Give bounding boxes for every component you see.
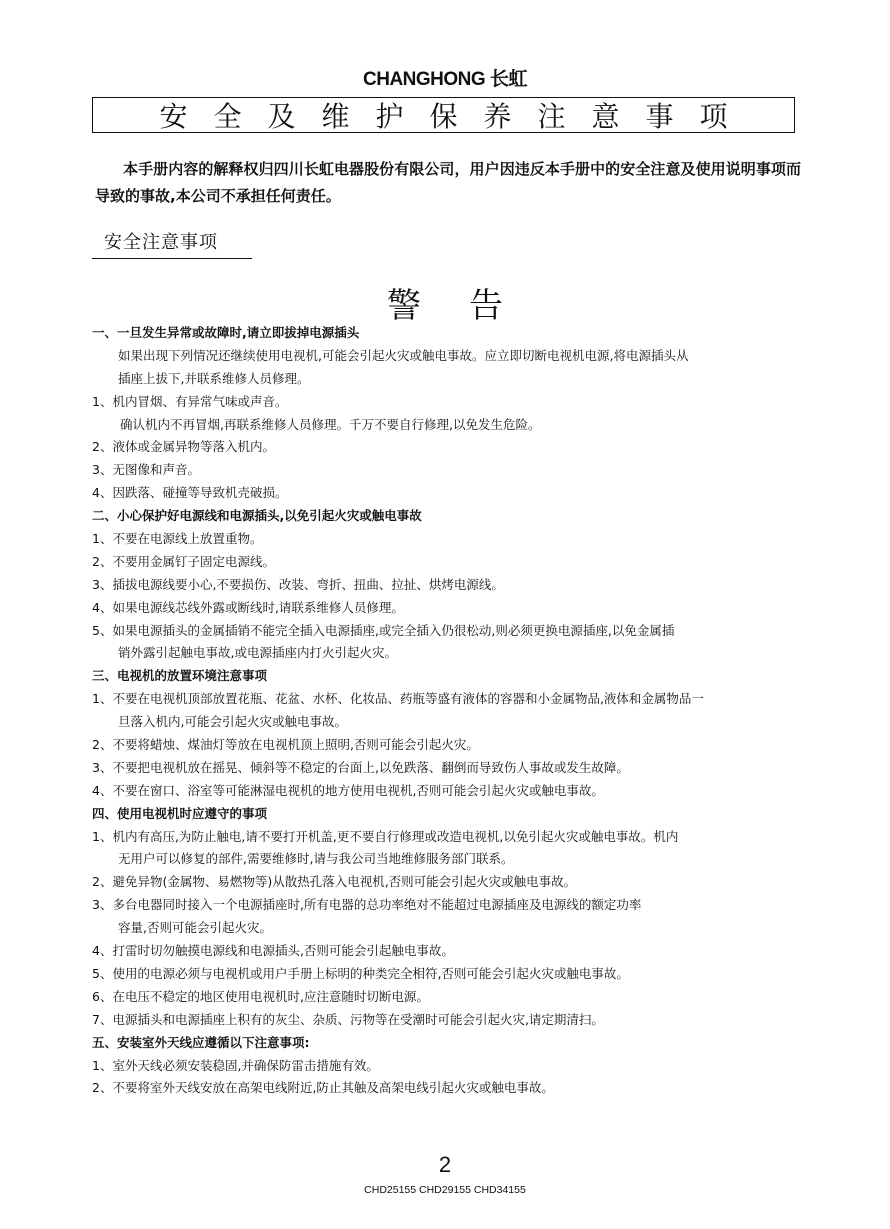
instruction-line: 7、电源插头和电源插座上积有的灰尘、杂质、污物等在受潮时可能会引起火灾,请定期清扫。	[92, 1011, 604, 1027]
instruction-line: 3、插拔电源线要小心,不要损伤、改装、弯折、扭曲、拉扯、烘烤电源线。	[92, 576, 504, 592]
instruction-line: 确认机内不再冒烟,再联系维修人员修理。千万不要自行修理,以免发生危险。	[120, 416, 541, 432]
section-header: 四、使用电视机时应遵守的事项	[92, 805, 268, 821]
disclaimer-paragraph: 本手册内容的解释权归四川长虹电器股份有限公司，用户因违反本手册中的安全注意及使用说明事项而导致的事故,本公司不承担任何责任。	[95, 160, 801, 205]
section-header: 五、安装室外天线应遵循以下注意事项:	[92, 1034, 310, 1050]
instruction-line: 容量,否则可能会引起火灾。	[118, 920, 272, 936]
instruction-line: 2、不要用金属钉子固定电源线。	[92, 553, 275, 569]
instruction-line: 1、机内冒烟、有异常气味或声音。	[92, 393, 288, 409]
instruction-line: 4、因跌落、碰撞等导致机壳破损。	[92, 485, 288, 501]
instruction-line: 2、不要将蜡烛、煤油灯等放在电视机顶上照明,否则可能会引起火灾。	[92, 737, 479, 753]
warning-title: 警告	[387, 286, 551, 326]
instruction-line: 5、使用的电源必须与电视机或用户手册上标明的种类完全相符,否则可能会引起火灾或触电事故。	[92, 965, 629, 981]
section-heading: 安全注意事项	[92, 228, 252, 259]
instruction-line: 3、无图像和声音。	[92, 462, 200, 478]
instruction-line: 3、多台电器同时接入一个电源插座时,所有电器的总功率绝对不能超过电源插座及电源线的额定功率	[92, 897, 642, 913]
instruction-line: 4、如果电源线芯线外露或断线时,请联系维修人员修理。	[92, 599, 404, 615]
section-header: 三、电视机的放置环境注意事项	[92, 668, 268, 684]
instruction-line: 1、室外天线必须安装稳固,并确保防雷击措施有效。	[92, 1057, 379, 1073]
instruction-line: 4、打雷时切勿触摸电源线和电源插头,否则可能会引起触电事故。	[92, 943, 454, 959]
instruction-line: 2、避免异物(金属物、易燃物等)从散热孔落入电视机,否则可能会引起火灾或触电事故。	[92, 874, 577, 890]
instruction-line: 1、机内有高压,为防止触电,请不要打开机盖,更不要自行修理或改造电视机,以免引起火灾或触电事故。机内	[92, 828, 679, 844]
model-numbers: CHD25155 CHD29155 CHD34155	[364, 1184, 526, 1196]
page-title: 安全及维护保养注意事项	[159, 100, 754, 133]
instruction-line: 1、不要在电视机顶部放置花瓶、花盆、水杯、化妆品、药瓶等盛有液体的容器和小金属物品,液体和金属物品一	[92, 691, 704, 707]
instruction-line: 旦落入机内,可能会引起火灾或触电事故。	[118, 714, 347, 730]
brand-logo: CHANGHONG 长虹	[363, 69, 527, 90]
instruction-line: 3、不要把电视机放在摇晃、倾斜等不稳定的台面上,以免跌落、翻倒而导致伤人事故或发生故障。	[92, 759, 629, 775]
instruction-line: 销外露引起触电事故,或电源插座内打火引起火灾。	[118, 645, 397, 661]
section-header: 二、小心保护好电源线和电源插头,以免引起火灾或触电事故	[92, 508, 422, 524]
section-header: 一、一旦发生异常或故障时,请立即拔掉电源插头	[92, 325, 360, 340]
page-title-box	[92, 97, 795, 133]
instruction-line: 2、液体或金属异物等落入机内。	[92, 439, 275, 455]
instruction-line: 如果出现下列情况还继续使用电视机,可能会引起火灾或触电事故。应立即切断电视机电源,将电源插头从	[118, 347, 689, 363]
instruction-line: 2、不要将室外天线安放在高架电线附近,防止其触及高架电线引起火灾或触电事故。	[92, 1080, 554, 1096]
instruction-line: 1、不要在电源线上放置重物。	[92, 531, 263, 547]
instruction-line: 4、不要在窗口、浴室等可能淋湿电视机的地方使用电视机,否则可能会引起火灾或触电事故。	[92, 782, 604, 798]
instruction-line: 5、如果电源插头的金属插销不能完全插入电源插座,或完全插入仍很松动,则必须更换电源插座,以免金属插	[92, 622, 675, 638]
safety-instructions-list	[92, 322, 804, 1100]
instruction-line: 无用户可以修复的部件,需要维修时,请与我公司当地维修服务部门联系。	[118, 851, 514, 867]
instruction-line: 插座上拔下,并联系维修人员修理。	[118, 370, 310, 386]
instruction-line: 6、在电压不稳定的地区使用电视机时,应注意随时切断电源。	[92, 988, 429, 1004]
page-number: 2	[438, 1152, 452, 1177]
